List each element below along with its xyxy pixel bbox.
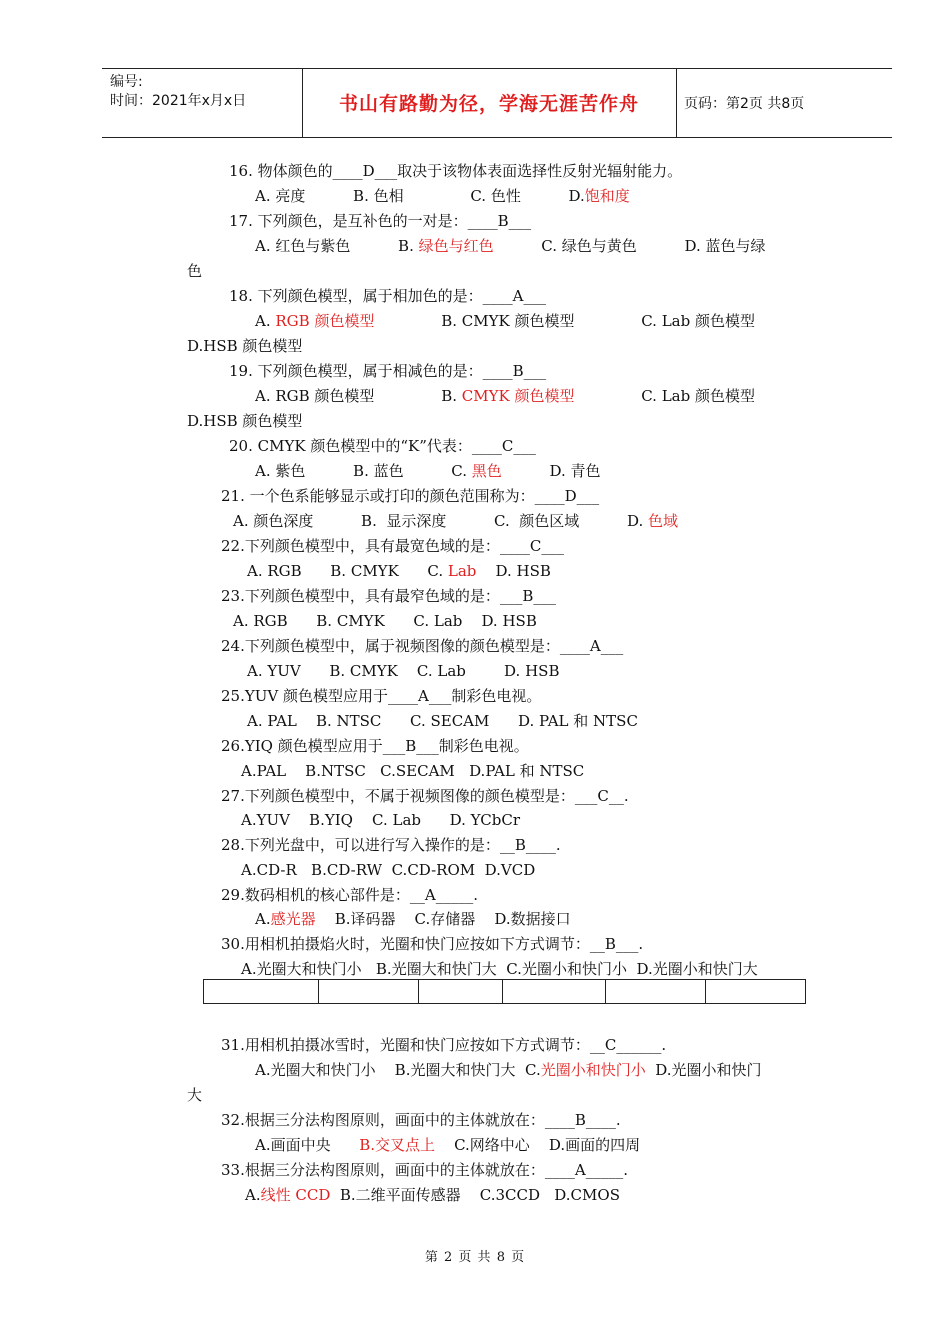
question-line xyxy=(187,411,302,431)
line-text: A. RGB B. CMYK C. Lab D. HSB xyxy=(233,612,537,630)
line-text: A. xyxy=(255,312,276,330)
line-text: 18. 下列颜色模型，属于相加色的是：____A___ xyxy=(229,287,546,305)
line-text: C. 绿色与黄色 D. 蓝色与绿 xyxy=(493,237,766,255)
question-line xyxy=(247,561,551,581)
empty-table xyxy=(203,979,806,1004)
answer-highlight: 光圈小和快门小 xyxy=(540,1061,646,1079)
line-text: 19. 下列颜色模型，属于相减色的是：____B___ xyxy=(229,362,547,380)
line-text: A.光圈大和快门小 B.光圈大和快门大 C. xyxy=(255,1061,541,1079)
question-line xyxy=(229,161,682,181)
line-text: B.二维平面传感器 C.3CCD D.CMOS xyxy=(330,1186,620,1204)
question-line xyxy=(221,934,643,954)
answer-highlight: CMYK 颜色模型 xyxy=(461,387,575,405)
line-text: 23.下列颜色模型中，具有最窄色域的是：___B___ xyxy=(221,587,556,605)
question-line xyxy=(221,486,599,506)
question-line xyxy=(221,736,529,756)
line-text: A. YUV B. CMYK C. Lab D. HSB xyxy=(247,662,560,680)
line-text: A. 颜色深度 B. 显示深度 C. 颜色区域 D. xyxy=(233,512,649,530)
question-line xyxy=(255,1060,762,1080)
line-text: A. RGB 颜色模型 B. xyxy=(255,387,462,405)
line-text: D. HSB xyxy=(476,562,551,580)
line-text: B. CMYK 颜色模型 C. Lab 颜色模型 xyxy=(374,312,755,330)
question-line xyxy=(255,386,755,406)
line-text: A.画面中央 xyxy=(255,1136,360,1154)
question-line xyxy=(241,810,520,830)
question-line xyxy=(233,611,537,631)
line-text: 22.下列颜色模型中，具有最宽色域的是：____C___ xyxy=(221,537,564,555)
line-text: 25.YUV 颜色模型应用于____A___制彩色电视。 xyxy=(221,687,542,705)
question-line xyxy=(221,1160,628,1180)
question-line xyxy=(241,860,535,880)
answer-highlight: 感光器 xyxy=(270,910,316,928)
question-line xyxy=(245,1185,620,1205)
question-line xyxy=(221,586,556,606)
line-text: 26.YIQ 颜色模型应用于___B___制彩色电视。 xyxy=(221,737,529,755)
line-text: 大 xyxy=(187,1086,203,1104)
page-footer: 第 2 页 共 8 页 xyxy=(424,1250,526,1265)
line-text: 31.用相机拍摄冰雪时，光圈和快门应按如下方式调节：__C______. xyxy=(221,1036,667,1054)
question-line xyxy=(221,1110,621,1130)
line-text: 24.下列颜色模型中，属于视频图像的颜色模型是：____A___ xyxy=(221,637,624,655)
question-line xyxy=(255,186,630,206)
line-text: D.HSB 颜色模型 xyxy=(187,337,303,355)
line-text: 色 xyxy=(187,262,203,280)
line-text: 28.下列光盘中，可以进行写入操作的是：__B____. xyxy=(221,836,561,854)
line-text: 29.数码相机的核心部件是：__A_____. xyxy=(221,886,478,904)
question-line xyxy=(255,311,755,331)
question-line xyxy=(229,436,536,456)
question-line xyxy=(241,761,584,781)
line-text: 16. 物体颜色的____D___取决于该物体表面选择性反射光辐射能力。 xyxy=(229,162,683,180)
line-text: A. 红色与紫色 B. xyxy=(255,237,419,255)
line-text: D. 青色 xyxy=(501,462,601,480)
question-line xyxy=(255,236,766,256)
question-line xyxy=(255,461,601,481)
page-code: 页码：第2页 共8页 xyxy=(684,96,805,112)
line-text: 30.用相机拍摄焰火时，光圈和快门应按如下方式调节：__B___. xyxy=(221,935,644,953)
page-header xyxy=(102,68,892,138)
line-text: 27.下列颜色模型中，不属于视频图像的颜色模型是：___C__. xyxy=(221,787,629,805)
line-text: 21. 一个色系能够显示或打印的颜色范围称为：____D___ xyxy=(221,487,600,505)
question-line xyxy=(229,361,546,381)
line-text: A.光圈大和快门小 B.光圈大和快门大 C.光圈小和快门小 D.光圈小和快门大 xyxy=(241,960,758,978)
line-text: 17. 下列颜色，是互补色的一对是：____B___ xyxy=(229,212,532,230)
question-line xyxy=(247,661,559,681)
line-text: A. xyxy=(255,910,271,928)
question-line xyxy=(229,286,546,306)
question-line xyxy=(187,1085,202,1105)
question-line xyxy=(221,786,629,806)
table-cell-divider xyxy=(502,980,503,1003)
line-text: A. 紫色 B. 蓝色 C. xyxy=(255,462,472,480)
line-text: A.PAL B.NTSC C.SECAM D.PAL 和 NTSC xyxy=(241,762,585,780)
question-line xyxy=(229,211,531,231)
question-line xyxy=(221,686,541,706)
question-line xyxy=(187,261,202,281)
line-text: C. Lab 颜色模型 xyxy=(574,387,755,405)
motto: 书山有路勤为径，学海无涯苦作舟 xyxy=(338,93,639,115)
header-info xyxy=(110,73,246,111)
line-text: A. RGB B. CMYK C. xyxy=(247,562,448,580)
line-text: B.译码器 C.存储器 D.数据接口 xyxy=(315,910,571,928)
answer-highlight: 黑色 xyxy=(471,462,502,480)
question-line xyxy=(255,1135,640,1155)
header-divider xyxy=(676,69,677,137)
line-text: A.CD-R B.CD-RW C.CD-ROM D.VCD xyxy=(241,861,536,879)
question-line xyxy=(247,711,638,731)
line-text: A. 亮度 B. 色相 C. 色性 D. xyxy=(255,187,585,205)
question-line xyxy=(187,336,302,356)
question-line xyxy=(221,536,564,556)
line-text: 20. CMYK 颜色模型中的“K”代表：____C___ xyxy=(229,437,536,455)
serial-label: 编号: xyxy=(110,74,143,90)
line-text: C.网络中心 D.画面的四周 xyxy=(435,1136,641,1154)
line-text: A.YUV B.YIQ C. Lab D. YCbCr xyxy=(241,811,521,829)
table-cell-divider xyxy=(418,980,419,1003)
line-text: A. PAL B. NTSC C. SECAM D. PAL 和 NTSC xyxy=(247,712,638,730)
line-text: D.光圈小和快门 xyxy=(645,1061,762,1079)
answer-highlight: 色域 xyxy=(648,512,679,530)
line-text: 32.根据三分法构图原则，画面中的主体就放在：____B____. xyxy=(221,1111,621,1129)
date-label: 时间：2021年x月x日 xyxy=(110,93,247,109)
table-cell-divider xyxy=(318,980,319,1003)
table-cell-divider xyxy=(705,980,706,1003)
answer-highlight: 绿色与红色 xyxy=(418,237,494,255)
answer-highlight: B.交叉点上 xyxy=(359,1136,436,1154)
answer-highlight: 饱和度 xyxy=(584,187,630,205)
question-line xyxy=(221,885,478,905)
line-text: 33.根据三分法构图原则，画面中的主体就放在：____A_____. xyxy=(221,1161,628,1179)
question-line xyxy=(241,959,758,979)
line-text: A. xyxy=(245,1186,261,1204)
line-text: D.HSB 颜色模型 xyxy=(187,412,303,430)
answer-highlight: RGB 颜色模型 xyxy=(275,312,375,330)
question-line xyxy=(221,636,623,656)
answer-highlight: Lab xyxy=(447,562,477,580)
question-line xyxy=(255,909,571,929)
table-cell-divider xyxy=(605,980,606,1003)
question-line xyxy=(221,1035,666,1055)
question-line xyxy=(221,835,561,855)
answer-highlight: 线性 CCD xyxy=(260,1186,331,1204)
question-line xyxy=(233,511,678,531)
